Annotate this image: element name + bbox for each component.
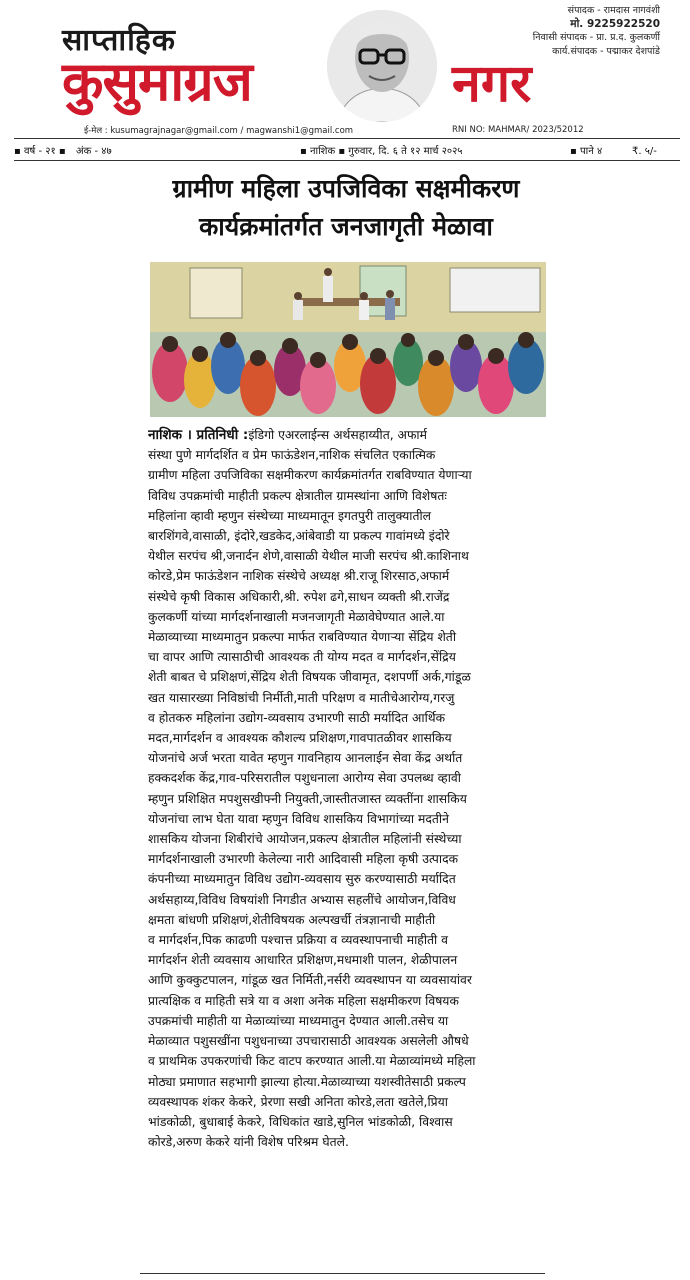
issue-price: ₹. ५/- xyxy=(632,146,657,157)
divider xyxy=(140,1273,545,1274)
issue-number: अंक - ४७ xyxy=(76,146,112,157)
article-line: उपक्रमांची माहीती या मेळाव्यांच्या माध्यमातुन देण्यात आली.तसेच या xyxy=(148,1013,449,1028)
article-line: व मार्गदर्शन,पिक काढणी पश्चात्त प्रक्रिया व व्यवस्थापनाची माहीती व xyxy=(148,933,448,948)
issue-pages: ▪ पाने ४ xyxy=(570,146,603,157)
article-line: कंपनीच्या माध्यमातुन विविध उद्योग-व्यवसाय सुरु करण्यासाठी मर्यादित xyxy=(148,872,456,887)
article-line: चा वापर आणि त्यासाठीची आवश्यक ती योग्य मदत व मार्गदर्शन,सेंद्रिय xyxy=(148,650,456,665)
article-headline xyxy=(150,170,542,246)
article-line: विविध उपक्रमांची माहीती प्रकल्प क्षेत्रातील ग्रामस्थांना आणि विशेषतः xyxy=(148,488,447,503)
article-line: कुलकर्णी यांच्या मार्गदर्शनाखाली मजनजागृती मेळावेघेण्यात आले.या xyxy=(148,609,445,624)
issue-place-date: ▪ नाशिक ▪ गुरुवार, दि. ६ ते १२ मार्च २०२५ xyxy=(300,146,463,157)
article-line: संस्थेचे कृषी विकास अधिकारी,श्री. रुपेश ढगे,साधन व्यक्ती श्री.राजेंद्र xyxy=(148,589,450,604)
issue-info-bar xyxy=(14,141,680,159)
article-line: मदत,मार्गदर्शन व आवश्यक कौशल्य प्रशिक्षण,गावपातळीवर शासकिय xyxy=(148,731,452,746)
article-line: हक्कदर्शक केंद्र,गाव-परिसरातील पशुधनाला आरोग्य सेवा उपलब्ध व्हावी xyxy=(148,771,461,786)
article-line: शासकिय योजना शिबीरांचे आयोजन,प्रकल्प क्षेत्रातील महिलांनी संस्थेच्या xyxy=(148,832,462,847)
article-dateline: नाशिक । प्रतिनिधी : xyxy=(148,427,249,443)
editor-line: निवासी संपादक - प्रा. प्र.द. कुलकर्णी xyxy=(532,32,660,43)
rni-number: RNI NO: MAHMAR/ 2023/52012 xyxy=(452,125,584,135)
article-photo xyxy=(150,262,546,417)
article-line: संस्था पुणे मार्गदर्शित व प्रेम फाऊंडेशन,नाशिक संचलित एकात्मिक xyxy=(148,448,436,463)
article-line: मार्गदर्शन शेती व्यवसाय आधारित प्रशिक्षण,मधमाशी पालन, शेळीपालन xyxy=(148,953,458,968)
article-line: प्रात्यक्षिक व माहिती सत्रे या व अशा अनेक महिला सक्षमीकरण विषयक xyxy=(148,993,459,1008)
divider xyxy=(14,160,680,161)
masthead-title-right: नगर xyxy=(452,54,532,114)
founder-portrait xyxy=(327,10,437,122)
article-line: व प्राथमिक उपकरणांची किट वाटप करण्यात आली.या मेळाव्यांमध्ये महिला xyxy=(148,1054,476,1069)
article-line: खत यासारख्या निविष्ठांची निर्मीती,माती परिक्षण व मातीचेआरोग्य,गरजु xyxy=(148,690,455,705)
article-line: आणि कुक्कुटपालन, गांडूळ खत निर्मिती,नर्सरी व्यवस्थापन या व्यवसायांवर xyxy=(148,973,472,988)
masthead-weekly-label: साप्ताहिक xyxy=(62,23,176,58)
article-line: योजनांचा लाभ घेता यावा म्हणुन विविध शासकिय विभागांच्या मदतीने xyxy=(148,811,449,826)
article-line: भांडकोळी, बुधाबाई केकरे, विधिकांत खाडे,सुनिल भांडकोळी, विश्वास xyxy=(148,1114,453,1129)
editors-block xyxy=(533,4,660,58)
article-line: येथील सरपंच श्री,जनार्दन शेणे,वासाळी येथील माजी सरपंच श्री.काशिनाथ xyxy=(148,549,469,564)
article-line: क्षमता बांधणी प्रशिक्षणं,शेतीविषयक अल्पखर्ची तंत्रज्ञानाची माहीती xyxy=(148,912,436,927)
article-line: महिलांना व्हावी म्हणुन संस्थेच्या माध्यमातून इगतपुरी तालुक्यातील xyxy=(148,508,431,523)
article-line: अर्थसहाय्य,विविध विषयांशी निगडीत अभ्यास सहलींचे आयोजन,विविध xyxy=(148,892,456,907)
article-line: व्यवस्थापक शंकर केकरे, प्रेरणा सखी अनिता कोरडे,लता खतेले,प्रिया xyxy=(148,1094,448,1109)
article-text: इंडिगो एअरलाईन्स अर्थसहाय्यीत, अफार्म xyxy=(248,428,427,442)
article-line: ग्रामीण महिला उपजिविका सक्षमीकरण कार्यक्रमांतर्गत राबविण्यात येणाऱ्या xyxy=(148,468,472,483)
article-line: योजनांचे अर्ज भरता यावेत म्हणुन गावनिहाय आनलाईन सेवा केंद्र अर्थात xyxy=(148,751,463,766)
article-line: कोरडे,प्रेम फाऊंडेशन नाशिक संस्थेचे अध्यक्ष श्री.राजू शिरसाठ,अफार्म xyxy=(148,569,450,584)
article-line: मोठ्या प्रमाणात सहभागी झाल्या होत्या.मेळाव्याच्या यशस्वीतेसाठी प्रकल्प xyxy=(148,1074,466,1089)
article-line: व होतकरु महिलांना उद्योग-व्यवसाय उभारणी साठी मर्यादित आर्थिक xyxy=(148,710,446,725)
article-line: म्हणुन प्रशिक्षित मपशुसखीफ्नी नियुक्ती,जास्तीतजास्त व्यक्तींना शासकिय xyxy=(148,791,467,806)
article-body xyxy=(148,425,546,1152)
headline-line: कार्यक्रमांतर्गत जनजागृती मेळावा xyxy=(199,212,493,241)
contact-email: ई-मेल : kusumagrajnagar@gmail.com / magwanshi1@gmail.com xyxy=(84,126,354,136)
article-line: शेती बाबत चे प्रशिक्षणं,सेंद्रिय शेती विषयक जीवामृत, दशपर्णी अर्क,गांडूळ xyxy=(148,670,471,685)
divider xyxy=(14,138,680,139)
editor-line: कार्य.संपादक - पद्माकर देशपांडे xyxy=(552,45,660,57)
masthead-title-left: कुसुमाग्रज xyxy=(62,50,252,113)
issue-year: ▪ वर्ष - २१ ▪ xyxy=(14,146,66,157)
article-line: मार्गदर्शनाखाली उभारणी केलेल्या नारी आदिवासी महिला कृषी उत्पादक xyxy=(148,852,459,867)
masthead xyxy=(0,0,690,140)
article-line xyxy=(148,425,546,445)
article-line: बारशिंगवे,वासाळी, इंदोरे,खडकेद,आंबेवाडी या प्रकल्प गावांमध्ये इंदोरे xyxy=(148,529,450,544)
headline-line: ग्रामीण महिला उपजिविका सक्षमीकरण xyxy=(172,174,520,203)
article-line: मेळाव्याच्या माध्यमातुन प्रकल्पा मार्फत राबविण्यात येणाऱ्या सेंद्रिय शेती xyxy=(148,630,457,645)
editor-phone: मो. 9225922520 xyxy=(570,17,660,30)
editor-line: संपादक - रामदास नागवंशी xyxy=(567,5,660,16)
article-line: मेळाव्यात पशुसखींना पशुधनाच्या उपचारासाठी आवश्यक असलेली औषधे xyxy=(148,1034,469,1049)
article-line: कोरडे,अरुण केकरे यांनी विशेष परिश्रम घेतले. xyxy=(148,1135,349,1150)
